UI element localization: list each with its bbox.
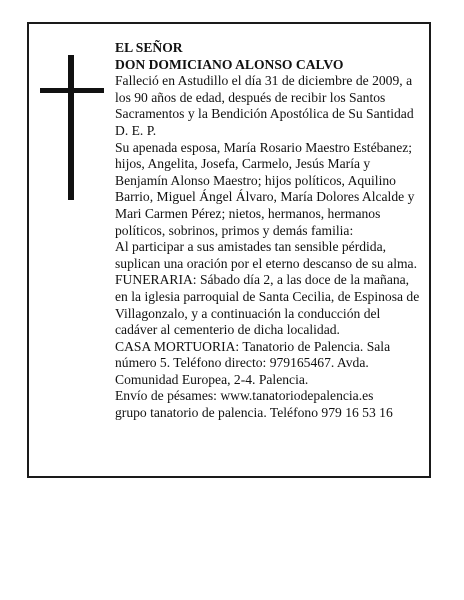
notice-paragraph [115,239,425,272]
paragraph-line: políticos, sobrinos, primos y demás familia: [115,222,354,238]
notice-title-line: DON DOMICIANO ALONSO CALVO [115,56,344,72]
paragraph-line: Benjamín Alonso Maestro; hijos políticos, Aquilino [115,172,396,188]
paragraph-line: Comunidad Europea, 2-4. Palencia. [115,371,309,387]
notice-paragraph [115,73,425,139]
paragraph-line: los 90 años de edad, después de recibir los Santos [115,89,386,105]
notice-title-line: EL SEÑOR [115,40,183,55]
paragraph-line: Falleció en Astudillo el día 31 de diciembre de 2009, a [115,73,413,89]
paragraph-line: Envío de pésames: www.tanatoriodepalencia.es [115,388,374,404]
paragraph-line: suplican una oración por el eterno descanso de su alma. [115,255,417,271]
paragraph-line: número 5. Teléfono directo: 979165467. Avda. [115,355,369,371]
cross-vertical-bar [68,55,74,200]
paragraph-line: Mari Carmen Pérez; nietos, hermanos, hermanos [115,205,381,221]
paragraph-line: CASA MORTUORIA: Tanatorio de Palencia. Sala [115,338,391,354]
paragraph-line: grupo tanatorio de palencia. Teléfono 979 16 53 16 [115,405,393,421]
paragraph-line: D. E. P. [115,122,157,138]
cross-horizontal-bar [40,88,104,93]
paragraph-line: Villagonzalo, y a continuación la conducción del [115,305,381,321]
notice-paragraph [115,272,425,338]
paragraph-line: en la iglesia parroquial de Santa Cecilia, de Espinosa de [115,288,420,304]
obituary-notice [27,22,431,478]
cross-icon [40,55,104,200]
notice-text [115,40,425,422]
notice-paragraph [115,339,425,389]
paragraph-line: Sacramentos y la Bendición Apostólica de Su Santidad [115,106,414,122]
paragraph-line: Su apenada esposa, María Rosario Maestro Estébanez; [115,139,413,155]
paragraph-line: Barrio, Miguel Ángel Álvaro, María Dolores Alcalde y [115,189,415,205]
notice-paragraph [115,388,425,421]
paragraph-line: Al participar a sus amistades tan sensible pérdida, [115,239,387,255]
paragraph-line: cadáver al cementerio de dicha localidad. [115,322,340,338]
notice-paragraph [115,140,425,240]
paragraph-line: hijos, Angelita, Josefa, Carmelo, Jesús María y [115,156,371,172]
paragraph-line: FUNERARIA: Sábado día 2, a las doce de la mañana, [115,272,410,288]
